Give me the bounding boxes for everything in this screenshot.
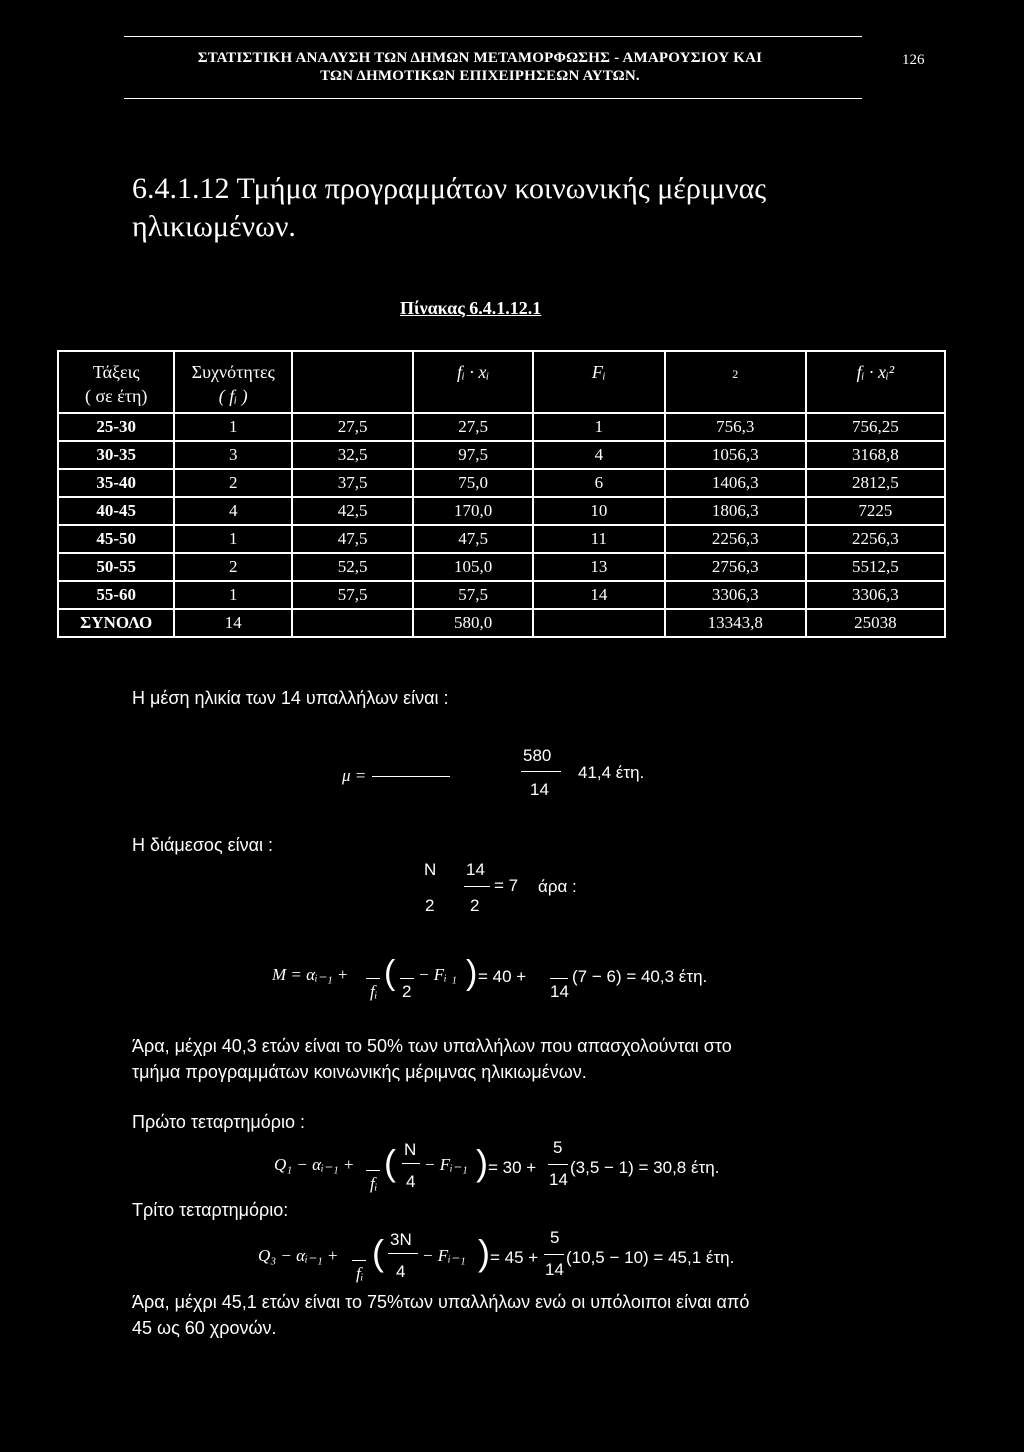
median-tail: (7 − 6) = 40,3 έτη. xyxy=(572,967,708,986)
cell-fx2: 2256,3 xyxy=(806,525,945,553)
median-conclusion-1: Άρα, μέχρι 40,3 ετών είναι το 50% των υπαλλήλων που απασχολούνται στο xyxy=(132,1036,732,1056)
cell-F: 10 xyxy=(533,497,665,525)
q3-paren-close: ) xyxy=(478,1232,490,1273)
mean-intro: Η μέση ηλικία των 14 υπαλλήλων είναι : xyxy=(132,688,449,708)
cell-cls: 25-30 xyxy=(58,413,174,441)
q3-lhs: Q₃ − αᵢ₋₁ + xyxy=(258,1246,339,1265)
table-row xyxy=(58,525,945,553)
median-denominator: 14 xyxy=(550,982,569,1001)
n-bottom: 2 xyxy=(425,896,435,915)
median-bar-2 xyxy=(400,978,414,979)
cell-x: 27,5 xyxy=(292,413,413,441)
median-rhs: = 40 + xyxy=(478,967,527,986)
median-lhs: M = αᵢ₋₁ + xyxy=(272,965,349,984)
cell-x: 32,5 xyxy=(292,441,413,469)
median-intro: Η διάμεσος είναι : xyxy=(132,835,274,855)
cell-fx: 27,5 xyxy=(413,413,533,441)
header-bottom-rule xyxy=(124,98,862,99)
cell-x: 52,5 xyxy=(292,553,413,581)
cell-cls: 35-40 xyxy=(58,469,174,497)
cell-f: 3 xyxy=(174,441,292,469)
q1-lhs: Q₁ − αᵢ₋₁ + xyxy=(274,1155,355,1174)
table-row xyxy=(58,581,945,609)
mean-dash xyxy=(372,776,450,777)
n-top: N xyxy=(424,860,437,879)
total-empty-1 xyxy=(292,609,413,637)
cell-fx2: 3168,8 xyxy=(806,441,945,469)
n14-top: 14 xyxy=(466,860,485,879)
cell-cls: 45-50 xyxy=(58,525,174,553)
cell-fx: 57,5 xyxy=(413,581,533,609)
cell-f: 1 xyxy=(174,581,292,609)
cell-cls: 55-60 xyxy=(58,581,174,609)
q1-fourteen: 14 xyxy=(549,1170,568,1189)
cell-f: 2 xyxy=(174,469,292,497)
cell-F: 6 xyxy=(533,469,665,497)
cell-F: 13 xyxy=(533,553,665,581)
mean-numerator: 580 xyxy=(523,746,552,765)
n14-bottom: 2 xyxy=(470,896,480,915)
cell-fx2: 2812,5 xyxy=(806,469,945,497)
q3-fi: fᵢ xyxy=(356,1264,364,1283)
q3-tail: (10,5 − 10) = 45,1 έτη. xyxy=(566,1248,735,1267)
cell-fx: 75,0 xyxy=(413,469,533,497)
q3-conclusion-2: 45 ως 60 χρονών. xyxy=(132,1318,277,1338)
cell-x2: 1406,3 xyxy=(665,469,806,497)
q1-paren-close: ) xyxy=(476,1142,488,1183)
median-fi: fᵢ xyxy=(370,982,378,1001)
cell-fx2: 7225 xyxy=(806,497,945,525)
section-title-line-2: ηλικιωμένων. xyxy=(132,210,296,243)
median-bar-3 xyxy=(550,978,568,979)
cell-x: 37,5 xyxy=(292,469,413,497)
mean-result: 41,4 έτη. xyxy=(578,763,645,782)
total-fx-squared: 25038 xyxy=(806,609,945,637)
median-paren-open: ( xyxy=(384,954,396,992)
header-line-1: ΣΤΑΤΙΣΤΙΚΗ ΑΝΑΛΥΣΗ ΤΩΝ ΔΗΜΩΝ ΜΕΤΑΜΟΡΦΩΣΗΣ - ΑΜΑΡΟΥΣΙΟΥ ΚΑΙ xyxy=(197,50,763,66)
median-two: 2 xyxy=(402,982,412,1001)
q3-F: − Fᵢ₋₁ xyxy=(422,1246,466,1265)
total-frequency: 14 xyxy=(174,609,292,637)
q3-bar-1 xyxy=(352,1260,366,1261)
cell-F: 4 xyxy=(533,441,665,469)
q1-tail: (3,5 − 1) = 30,8 έτη. xyxy=(570,1158,720,1177)
cell-x2: 1056,3 xyxy=(665,441,806,469)
cell-cls: 50-55 xyxy=(58,553,174,581)
header-top-rule xyxy=(124,36,862,37)
median-paren-close: ) xyxy=(466,954,478,992)
cell-x2: 2256,3 xyxy=(665,525,806,553)
q3-bar-2 xyxy=(388,1253,418,1254)
frequency-table xyxy=(57,350,946,638)
header-frequency: Συχνότητες ( fᵢ ) xyxy=(174,351,292,413)
q1-bar-1 xyxy=(366,1170,380,1171)
q3-fourteen: 14 xyxy=(545,1260,564,1279)
cell-cls: 30-35 xyxy=(58,441,174,469)
total-fx: 580,0 xyxy=(413,609,533,637)
table-row xyxy=(58,441,945,469)
table-caption: Πίνακας 6.4.1.12.1 xyxy=(400,298,542,318)
cell-fx: 47,5 xyxy=(413,525,533,553)
header-classes: Τάξεις ( σε έτη) xyxy=(58,351,174,413)
cell-F: 14 xyxy=(533,581,665,609)
q1-N: N xyxy=(404,1140,417,1159)
cell-x2: 756,3 xyxy=(665,413,806,441)
q1-fi: fᵢ xyxy=(370,1174,378,1193)
header-x-squared: 2 xyxy=(665,351,806,413)
q3-conclusion-1: Άρα, μέχρι 45,1 ετών είναι το 75%των υπαλλήλων ενώ οι υπόλοιποι είναι από xyxy=(132,1292,750,1312)
header-cumulative: Fᵢ xyxy=(533,351,665,413)
median-bar-1 xyxy=(366,978,380,979)
header-line-2: ΤΩΝ ΔΗΜΟΤΙΚΩΝ ΕΠΙΧΕΙΡΗΣΕΩΝ ΑΥΤΩΝ. xyxy=(320,68,640,84)
cell-x: 57,5 xyxy=(292,581,413,609)
table-row xyxy=(58,413,945,441)
cell-cls: 40-45 xyxy=(58,497,174,525)
cell-F: 1 xyxy=(533,413,665,441)
header-fx: fᵢ · xᵢ xyxy=(413,351,533,413)
cell-x: 47,5 xyxy=(292,525,413,553)
q3-four: 4 xyxy=(396,1262,406,1281)
cell-F: 11 xyxy=(533,525,665,553)
q3-bar-3 xyxy=(544,1254,564,1255)
cell-fx2: 3306,3 xyxy=(806,581,945,609)
median-conclusion-2: τμήμα προγραμμάτων κοινωνικής μέριμνας ηλικιωμένων. xyxy=(132,1062,587,1082)
total-empty-2 xyxy=(533,609,665,637)
n-equals: = 7 xyxy=(494,876,519,895)
header-midpoint xyxy=(292,351,413,413)
q1-F: − Fᵢ₋₁ xyxy=(424,1155,468,1174)
table-row xyxy=(58,497,945,525)
cell-x2: 2756,3 xyxy=(665,553,806,581)
page-number: 126 xyxy=(902,52,925,68)
cell-x2: 1806,3 xyxy=(665,497,806,525)
q3-five: 5 xyxy=(550,1228,560,1247)
q3-intro: Τρίτο τεταρτημόριο: xyxy=(132,1200,289,1220)
q1-intro: Πρώτο τεταρτημόριο : xyxy=(132,1112,306,1132)
cell-f: 2 xyxy=(174,553,292,581)
q1-bar-2 xyxy=(402,1163,420,1164)
cell-fx: 105,0 xyxy=(413,553,533,581)
section-title-line-1: 6.4.1.12 Τμήμα προγραμμάτων κοινωνικής μέριμνας xyxy=(132,172,767,205)
cell-f: 1 xyxy=(174,413,292,441)
mean-mu: μ = xyxy=(342,766,367,785)
q1-paren-open: ( xyxy=(384,1142,396,1183)
q3-N: 3N xyxy=(390,1230,412,1249)
cell-x2: 3306,3 xyxy=(665,581,806,609)
q1-bar-3 xyxy=(548,1164,568,1165)
mean-denominator: 14 xyxy=(530,780,549,799)
q3-rhs: = 45 + xyxy=(490,1248,539,1267)
header-fx-squared: fᵢ · xᵢ² xyxy=(806,351,945,413)
median-F: − Fᵢ ₁ xyxy=(418,965,457,984)
n-ara: άρα : xyxy=(538,877,577,896)
q1-rhs: = 30 + xyxy=(488,1158,537,1177)
cell-f: 4 xyxy=(174,497,292,525)
cell-fx: 170,0 xyxy=(413,497,533,525)
cell-fx: 97,5 xyxy=(413,441,533,469)
table-row xyxy=(58,553,945,581)
table-total-row xyxy=(58,609,945,637)
mean-fraction-bar xyxy=(521,771,561,772)
cell-fx2: 756,25 xyxy=(806,413,945,441)
q1-five: 5 xyxy=(553,1138,563,1157)
table-row xyxy=(58,469,945,497)
table-header-row xyxy=(58,351,945,413)
cell-f: 1 xyxy=(174,525,292,553)
cell-fx2: 5512,5 xyxy=(806,553,945,581)
cell-x: 42,5 xyxy=(292,497,413,525)
total-x-squared: 13343,8 xyxy=(665,609,806,637)
q3-paren-open: ( xyxy=(372,1232,384,1273)
q1-four: 4 xyxy=(406,1172,416,1191)
total-label: ΣΥΝΟΛΟ xyxy=(58,609,174,637)
n14-fraction-bar xyxy=(464,886,490,887)
